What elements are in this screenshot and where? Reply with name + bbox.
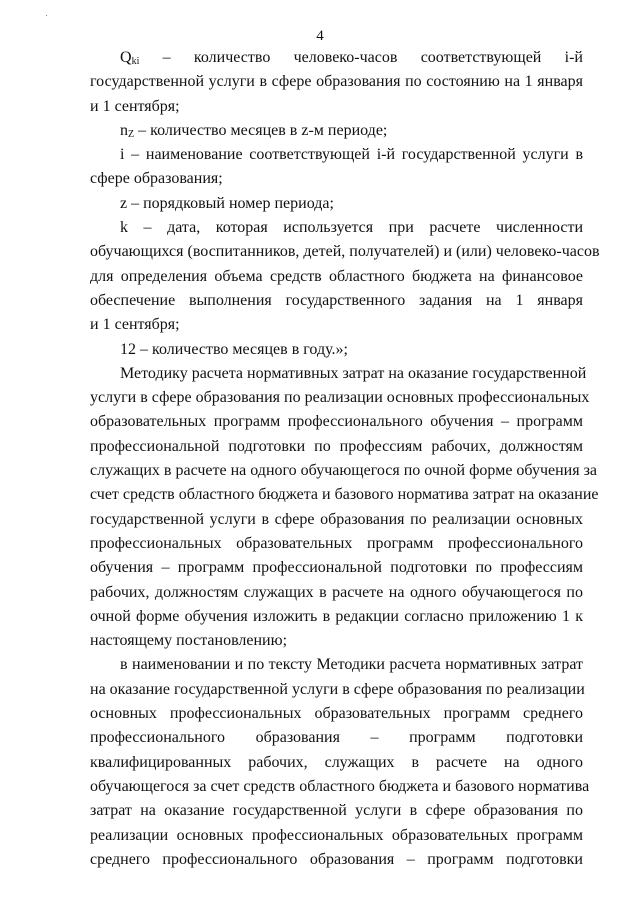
paragraph-line: 12 – количество месяцев в году.»; xyxy=(120,340,348,358)
paragraph-line: рабочих, должностям служащих в расчете на одного обучающегося по xyxy=(90,583,583,601)
paragraph-line: на оказание государственной услуги в сфере образования по реализации xyxy=(90,680,585,698)
paragraph-line: профессионального образования – программ подготовки xyxy=(90,729,583,747)
paragraph-line: z – порядковый номер периода; xyxy=(120,194,334,212)
scan-speck xyxy=(46,15,47,16)
paragraph-line: реализации основных профессиональных образовательных программ xyxy=(90,826,583,844)
paragraph-line: профессиональных образовательных программ профессионального xyxy=(90,534,583,552)
paragraph-line: i – наименование соответствующей i-й государственной услуги в xyxy=(120,146,583,164)
paragraph-line: настоящему постановлению; xyxy=(90,632,288,650)
page-number: 4 xyxy=(316,28,324,44)
paragraph-line: и 1 сентября; xyxy=(90,97,180,115)
paragraph-line: обучающихся (воспитанников, детей, получателей) и (или) человеко-часов xyxy=(90,243,600,261)
paragraph-line: среднего профессионального образования – программ подготовки xyxy=(90,850,583,868)
paragraph-line: очной форме обучения изложить в редакции согласно приложению 1 к xyxy=(90,607,583,625)
paragraph-line: государственной услуги в сфере образования по реализации основных xyxy=(90,510,583,528)
paragraph-line: $n_Z$ – количество месяцев в z-м периоде; xyxy=(120,121,388,140)
paragraph-line: профессиональной подготовки по профессиям рабочих, должностям xyxy=(90,437,583,455)
paragraph-line: основных профессиональных образовательных программ среднего xyxy=(90,705,583,723)
paragraph-line: квалифицированных рабочих, служащих в расчете на одного xyxy=(90,753,583,771)
paragraph-line: Методику расчета нормативных затрат на оказание государственной xyxy=(120,364,587,382)
paragraph-line: в наименовании и по тексту Методики расчета нормативных затрат xyxy=(120,656,583,674)
paragraph-line: служащих в расчете на одного обучающегося по очной форме обучения за xyxy=(90,462,597,480)
paragraph-line: государственной услуги в сфере образования по состоянию на 1 января xyxy=(90,73,583,91)
paragraph-line: для определения объема средств областного бюджета на финансовое xyxy=(90,267,583,285)
paragraph-line: услуги в сфере образования по реализации основных профессиональных xyxy=(90,389,590,407)
paragraph-line: и 1 сентября; xyxy=(90,316,180,334)
paragraph-line: счет средств областного бюджета и базового норматива затрат на оказание xyxy=(90,486,599,504)
paragraph-line: k – дата, которая используется при расчете численности xyxy=(120,219,583,237)
paragraph-line: затрат на оказание государственной услуги в сфере образования по xyxy=(90,802,583,820)
document-body xyxy=(90,46,600,872)
paragraph-line: сфере образования; xyxy=(90,170,223,188)
paragraph-line: обеспечение выполнения государственного задания на 1 января xyxy=(90,291,583,309)
paragraph-line: образовательных программ профессионального обучения – программ xyxy=(90,413,583,431)
paragraph-line: обучения – программ профессиональной подготовки по профессиям xyxy=(90,559,583,577)
paragraph-line: обучающегося за счет средств областного бюджета и базового норматива xyxy=(90,777,590,795)
paragraph-line: $Q_{ki}$ – количество человеко-часов соответствующей i-й xyxy=(120,49,583,67)
